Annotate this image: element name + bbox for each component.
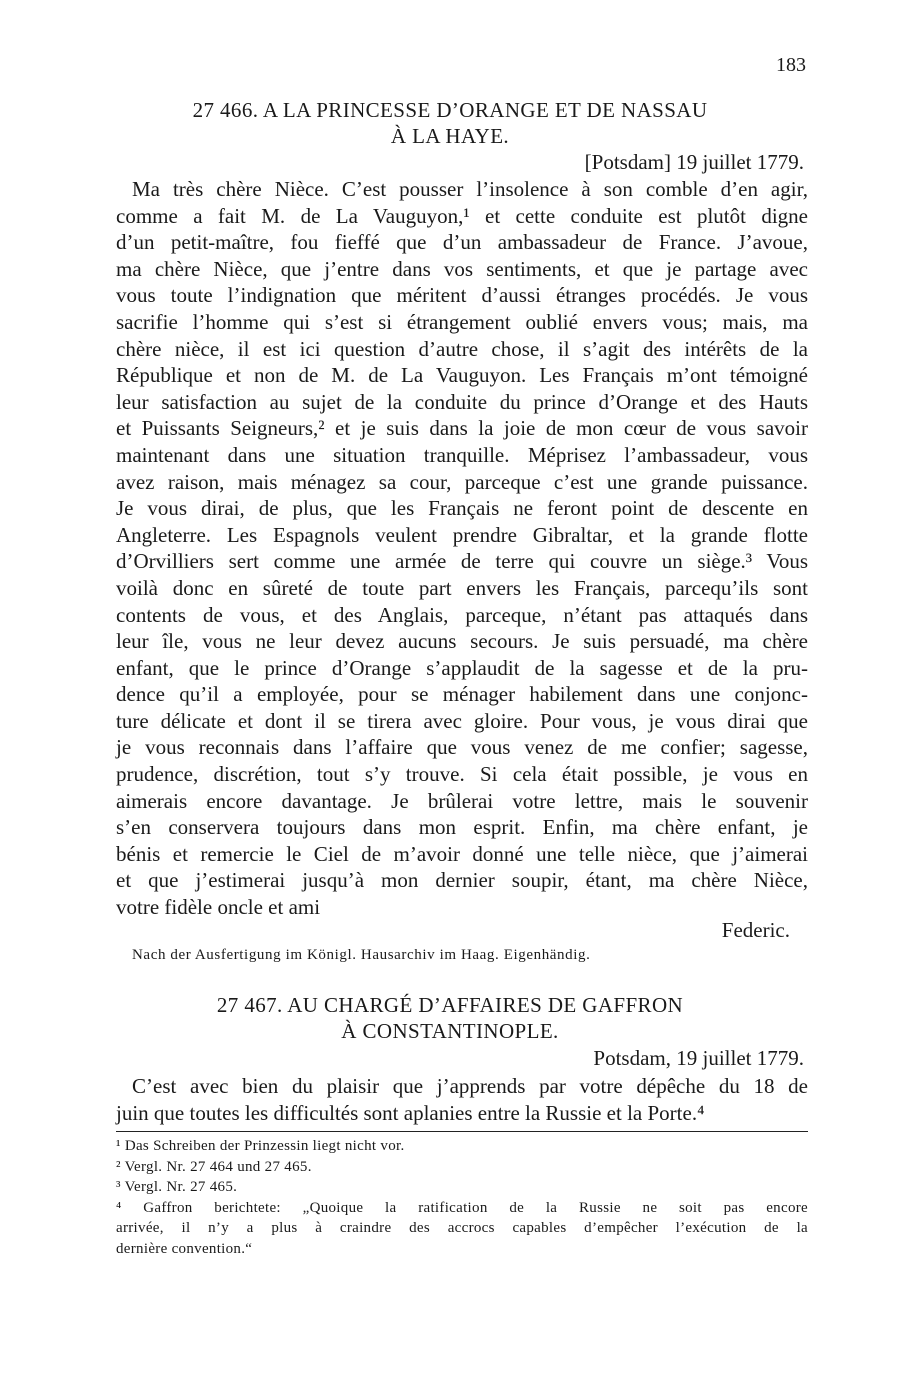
text-line: d’un petit-maître, fou fieffé que d’un ambassadeur de France. J’avoue, (116, 230, 808, 255)
text-line: sacrifie l’homme qui s’est si étrangement oublié envers vous; mais, ma (116, 309, 808, 334)
text-line: et Puissants Seigneurs,² et je suis dans la joie de mon cœur de vous savoir (116, 416, 808, 441)
footnote-line: arrivée, il n’y a plus à craindre des accrocs capables d’empêcher l’exécution de la (116, 1220, 808, 1236)
footnote-line: ⁴ Gaffron berichtete: „Quoique la ratification de la Russie ne soit pas encore (116, 1199, 808, 1216)
text-line: s’en conservera toujours dans mon esprit. Enfin, ma chère enfant, je (116, 815, 808, 840)
text-line: Angleterre. Les Espagnols veulent prendre Gibraltar, et la grande flotte (116, 522, 808, 547)
text-line: leur satisfaction au sujet de la conduite du prince d’Orange et des Hauts (116, 389, 808, 414)
text-line: Je vous dirai, de plus, que les Français ne feront point de descente en (116, 496, 808, 521)
source-note: Nach der Ausfertigung im Königl. Hausarchiv im Haag. Eigenhändig. (132, 947, 591, 963)
text-line: d’Orvilliers sert comme une armée de terre qui couvre un siège.³ Vous (116, 549, 808, 574)
text-line: vous toute l’indignation que méritent d’aussi étranges procédés. Je vous (116, 283, 808, 308)
footnote-rule (116, 1131, 808, 1132)
text-line: comme a fait M. de La Vauguyon,¹ et cette conduite est plutôt digne (116, 203, 808, 228)
text-line: chère nièce, il est ici question d’autre chose, il s’agit des intérêts de la (116, 336, 808, 361)
footnotes (116, 1136, 808, 1259)
text-line: leur île, vous ne leur devez aucuns secours. Je suis persuadé, ma chère (116, 629, 808, 654)
text-line: ma chère Nièce, que j’entre dans vos sentiments, et que je partage avec (116, 256, 808, 281)
letter-body (116, 1073, 808, 1126)
footnote: ¹ Das Schreiben der Prinzessin liegt nicht vor. (116, 1138, 405, 1154)
footnote (116, 1198, 808, 1260)
text-line: voilà donc en sûreté de toute part envers les Français, parcequ’ils sont (116, 575, 808, 600)
text-line: juin que toutes les difficultés sont aplanies entre la Russie et la Porte.⁴ (116, 1100, 705, 1125)
text-line: prudence, discrétion, tout s’y trouve. Si cela était possible, je vous en (116, 762, 808, 787)
letter-heading-destination: À CONSTANTINOPLE. (341, 1019, 559, 1043)
footnote: ³ Vergl. Nr. 27 465. (116, 1179, 238, 1195)
text-line: avez raison, mais ménagez sa cour, parceque c’est une grande puissance. (116, 469, 808, 494)
text-line: enfant, que le prince d’Orange s’applaudit de la sagesse et de la pru- (116, 655, 808, 680)
text-line: maintenant dans une situation tranquille. Méprisez l’ambassadeur, vous (116, 442, 808, 467)
letter-heading-destination: À LA HAYE. (390, 124, 510, 148)
text-line: je vous reconnais dans l’affaire que vous venez de me confier; sagesse, (116, 735, 808, 760)
text-line: ture délicate et dont il se tirera avec gloire. Pour vous, je vous dirai que (116, 708, 808, 733)
letter-heading: 27 466. A LA PRINCESSE D’ORANGE ET DE NASSAU (192, 98, 708, 122)
text-line: République et non de M. de La Vauguyon. Les Français m’ont témoigné (116, 363, 808, 388)
letter-heading: 27 467. AU CHARGÉ D’AFFAIRES DE GAFFRON (216, 993, 684, 1017)
footnote-line: dernière convention.“ (116, 1240, 253, 1257)
footnote: ² Vergl. Nr. 27 464 und 27 465. (116, 1158, 312, 1175)
text-line: Ma très chère Nièce. C’est pousser l’insolence à son comble d’en agir, (132, 177, 808, 201)
text-line: aimerais encore davantage. Je brûlerai votre lettre, mais le souvenir (116, 788, 808, 813)
text-line: et que j’estimerai jusqu’à mon dernier soupir, étant, ma chère Nièce, (116, 868, 808, 893)
signature: Federic. (721, 918, 790, 942)
text-line: bénis et remercie le Ciel de m’avoir donné une telle nièce, que j’aimerai (116, 841, 808, 866)
text-line: C’est avec bien du plaisir que j’apprends par votre dépêche du 18 de (132, 1074, 808, 1098)
letter-dateline: Potsdam, 19 juillet 1779. (593, 1046, 804, 1070)
page-number: 183 (776, 54, 806, 76)
letter-body (116, 176, 808, 921)
text-line: votre fidèle oncle et ami (116, 895, 321, 920)
letter-dateline: [Potsdam] 19 juillet 1779. (584, 150, 804, 174)
text-line: contents de vous, et des Anglais, parceque, n’étant pas attaqués dans (116, 602, 808, 627)
text-line: dence qu’il a employée, pour se ménager habilement dans une conjonc- (116, 682, 808, 707)
